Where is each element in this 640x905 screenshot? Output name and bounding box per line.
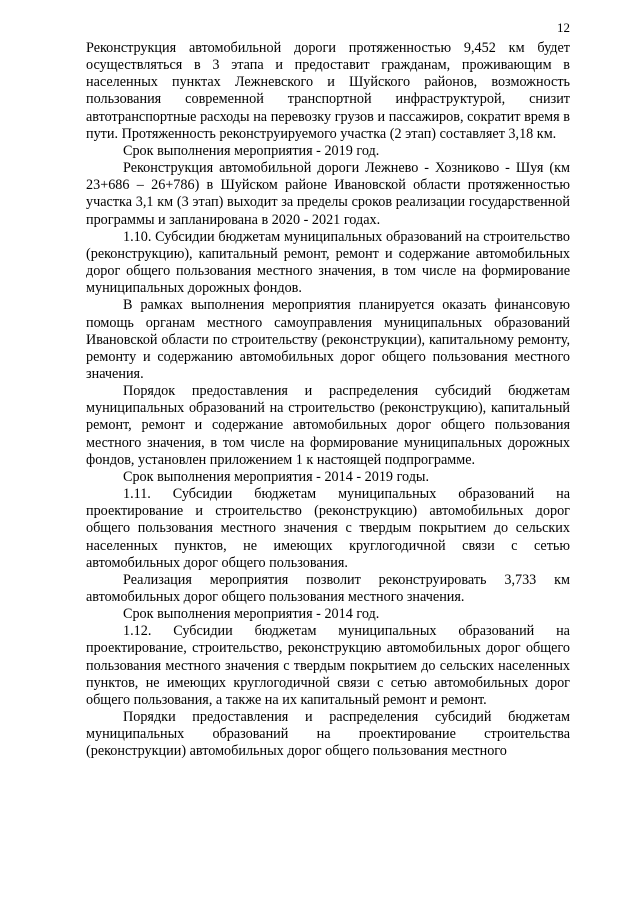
paragraph: Срок выполнения мероприятия - 2014 год. (123, 606, 380, 623)
paragraph: Срок выполнения мероприятия - 2014 - 2019 годы. (123, 468, 430, 485)
page-number: 12 (557, 20, 570, 35)
paragraph: 1.11. Субсидии бюджетам муниципальных образований на проектирование и строительство (реконструкцию) автомобильных дорог общего пользования местного значения с твердым покрытием до сельских населенных пунктов, не имеющих круглогодичной связи с сетью автомобильных дорог общего пользования. (86, 486, 570, 571)
paragraph: 1.10. Субсидии бюджетам муниципальных образований на строительство (реконструкцию), капитальный ремонт, ремонт и содержание автомобильных дорог общего пользования местного значения, в том числе на формирование муниципальных дорожных фондов. (86, 228, 570, 297)
paragraph: Порядок предоставления и распределения субсидий бюджетам муниципальных образований на строительство (реконструкцию), капитальный ремонт, ремонт и содержание автомобильных дорог общего пользования местного значения, в том числе на формирование муниципальных дорожных фондов, установлен приложением 1 к настоящей подпрограмме. (86, 383, 570, 468)
paragraph: 1.12. Субсидии бюджетам муниципальных образований на проектирование, строительство, реконструкцию автомобильных дорог общего пользования местного значения с твердым покрытием до сельских населенных пунктов, не имеющих круглогодичной связи с сетью автомобильных дорог общего пользования, а также на их капитальный ремонт и ремонт. (86, 623, 570, 708)
document-body (86, 40, 570, 761)
paragraph: Реконструкция автомобильной дороги протяженностью 9,452 км будет осуществляться в 3 этапа и предоставит гражданам, проживающим в населенных пунктах Лежневского и Шуйского районов, возможность пользования современной транспортной инфраструктурой, снизит автотранспортные расходы на перевозку грузов и пассажиров, сократит время в пути. Протяженность реконструируемого участка (2 этап) составляет 3,18 км. (86, 40, 570, 142)
paragraph: В рамках выполнения мероприятия планируется оказать финансовую помощь органам местного самоуправления муниципальных образований Ивановской области по строительству (реконструкции), капитальному ремонту, ремонту и содержанию автомобильных дорог общего пользования местного значения. (86, 297, 570, 382)
paragraph: Порядки предоставления и распределения субсидий бюджетам муниципальных образований на проектирование строительства (реконструкции) автомобильных дорог общего пользования местного (86, 709, 570, 760)
paragraph: Реконструкция автомобильной дороги Лежнево - Хозниково - Шуя (км 23+686 – 26+786) в Шуйском районе Ивановской области протяженностью участка 3,1 км (3 этап) выходит за пределы сроков реализации государственной программы и запланирована в 2020 - 2021 годах. (86, 160, 570, 228)
paragraph: Реализация мероприятия позволит реконструировать 3,733 км автомобильных дорог общего пользования местного значения. (86, 571, 570, 605)
paragraph: Срок выполнения мероприятия - 2019 год. (123, 142, 380, 159)
